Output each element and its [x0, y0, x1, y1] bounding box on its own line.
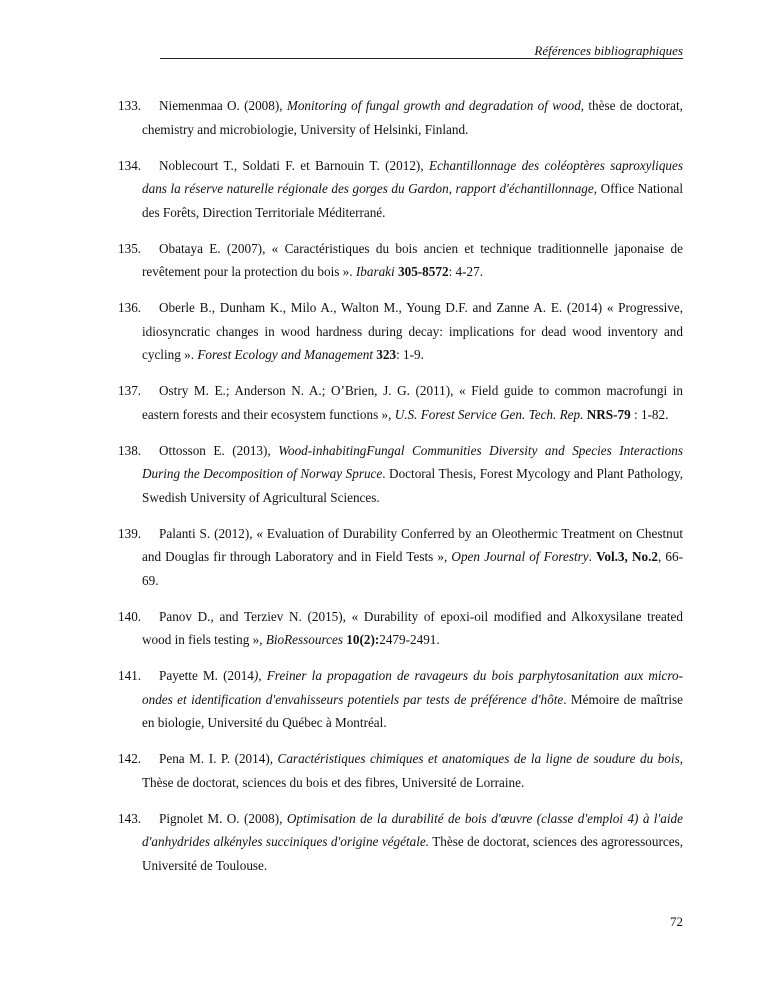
reference-entry [118, 664, 684, 735]
reference-title: Caractéristiques chimiques et anatomiques de la ligne de soudure du bois [277, 751, 680, 766]
reference-text: Niemenmaa O. (2008), [159, 98, 287, 113]
reference-title: ), Freiner la propagation de ravageurs du bois parphytosanitation aux micro-ondes et identification d'envahisseurs potentiels par tests de préférence d'hôte [142, 668, 684, 707]
reference-number: 139. [118, 525, 142, 541]
reference-title: Echantillonnage des coléoptères saproxyliques dans la réserve naturelle régionale des gorges du Gardon, rapport d'échantillonnage [142, 157, 683, 196]
reference-title: BioRessources [265, 632, 343, 647]
reference-number: 142. [118, 751, 142, 766]
reference-text: Oberle B., Dunham K., Milo A., Walton M., Young D.F. and Zanne A. E. (2014) « Progressive, idiosyncratic changes in wood hardness during decay: implications for dead wood inventory and cycling ». [142, 300, 683, 362]
reference-text: Palanti S. (2012), « Evaluation of Durability Conferred by an Oleothermic Treatment on Chestnut and Douglas fir through Laboratory and in Field Tests », [142, 525, 683, 564]
reference-entry [118, 439, 683, 510]
reference-number: 135. [118, 240, 142, 256]
reference-text: , Thèse de doctorat, sciences du bois et des fibres, Université de Lorraine. [142, 751, 683, 790]
reference-entry [118, 747, 683, 794]
reference-text: Panov D., and Terziev N. (2015), « Durability of epoxi-oil modified and Alkoxysilane treated wood in fiels testing », [142, 608, 683, 647]
reference-entry [118, 605, 683, 652]
reference-title: Forest Ecology and Management [197, 347, 373, 362]
reference-text: , thèse de doctorat, chemistry and microbiologie, University of Helsinki, Finland. [142, 98, 683, 137]
running-header: Références bibliographiques [534, 43, 683, 58]
reference-title: Ibaraki [355, 264, 395, 279]
reference-title: Monitoring of fungal growth and degradation of wood [286, 98, 581, 113]
reference-title: Optimisation de la durabilité de bois d'œuvre (classe d'emploi 4) à l'aide d'anhydrides alkényles succiniques d'origine végétale. [142, 810, 683, 849]
reference-text: Payette M. (2014 [159, 668, 254, 683]
reference-text: Pena M. I. P. (2014), [159, 751, 278, 766]
reference-number: 133. [118, 98, 142, 113]
reference-text: . Mémoire de maîtrise en biologie, Université du Québec à Montréal. [142, 691, 683, 730]
reference-text: : 1-82. [630, 406, 669, 422]
reference-text: 2479-2491. [379, 632, 440, 647]
reference-text: . [588, 549, 597, 564]
reference-number: 138. [118, 442, 142, 458]
reference-text: Noblecourt T., Soldati F. et Barnouin T. (2012), [159, 157, 430, 173]
reference-entry [118, 296, 683, 367]
reference-text: Ostry M. E.; Anderson N. A.; O’Brien, J. G. (2011), « Field guide to common macrofungi in eastern forests and their ecosystem functions », [142, 383, 683, 422]
reference-title: Open Journal of Forestry [451, 549, 589, 564]
reference-text: Pignolet M. O. (2008), [159, 810, 287, 826]
reference-number: 143. [118, 810, 142, 826]
reference-title: U.S. Forest Service Gen. Tech. Rep. [394, 406, 584, 422]
reference-entry [118, 522, 683, 593]
reference-text: , 66-69. [142, 549, 683, 588]
reference-text: Thèse de doctorat, sciences des agroressources, Université de Toulouse. [142, 834, 684, 873]
reference-number: 137. [118, 383, 142, 398]
reference-text: Ottosson E. (2013), [159, 442, 279, 458]
reference-volume: 10(2): [346, 632, 380, 647]
reference-entry [118, 379, 683, 426]
header-rule [160, 58, 683, 59]
reference-entry [118, 237, 683, 284]
reference-volume: 323 [376, 347, 397, 362]
reference-list [118, 94, 684, 890]
page-number: 72 [670, 914, 683, 929]
reference-text: Obataya E. (2007), « Caractéristiques du bois ancien et technique traditionnelle japonaise de revêtement pour la protection du bois ». [142, 240, 683, 279]
reference-text: , Office National des Forêts, Direction Territoriale Méditerrané. [142, 181, 683, 220]
reference-title: Wood-inhabitingFungal Communities Diversity and Species Interactions During the Decomposition of Norway Spruce [142, 442, 683, 481]
reference-number: 140. [118, 608, 142, 624]
reference-entry [118, 807, 684, 878]
reference-number: 141. [118, 668, 142, 683]
reference-volume: Vol.3, No.2 [596, 549, 658, 564]
reference-volume: 305-8572 [398, 264, 449, 279]
reference-entry [118, 154, 683, 225]
reference-text: : 4-27. [448, 264, 483, 279]
reference-number: 134. [118, 157, 142, 173]
reference-text: : 1-9. [396, 347, 424, 362]
reference-text: . Doctoral Thesis, Forest Mycology and Plant Pathology, Swedish University of Agricultural Sciences. [142, 466, 683, 505]
reference-entry [118, 94, 683, 141]
reference-volume: NRS-79 [586, 406, 631, 422]
reference-number: 136. [118, 300, 142, 315]
